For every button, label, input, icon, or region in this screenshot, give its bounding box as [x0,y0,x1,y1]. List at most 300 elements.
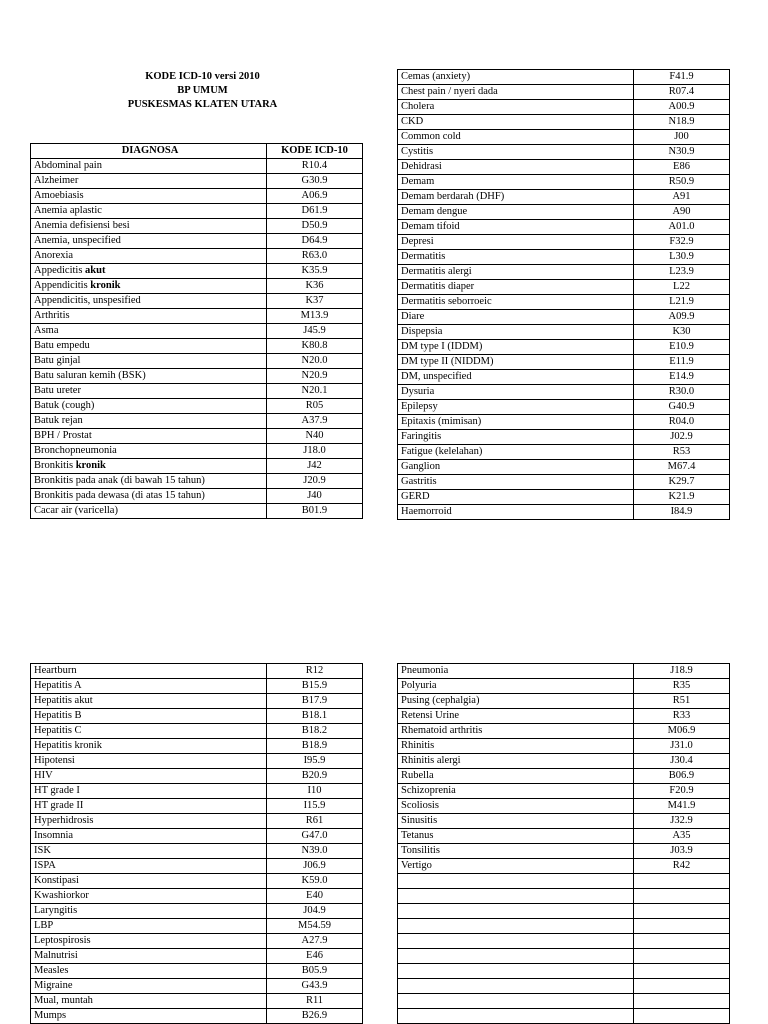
icd-code-cell: K30 [634,325,730,340]
table-row [398,784,730,799]
diagnosis-cell [31,664,267,679]
table-row [31,694,363,709]
icd-code-cell: R42 [634,859,730,874]
diagnosis-name: Demam tifoid [401,221,460,233]
table-row [31,234,363,249]
icd-code-cell: R05 [267,399,363,414]
table-row [31,754,363,769]
table-row [398,724,730,739]
diagnosis-cell [398,874,634,889]
diagnosis-name: Alzheimer [34,175,79,187]
diagnosis-name: Fatigue (kelelahan) [401,446,483,458]
icd-code-cell: N20.0 [267,354,363,369]
diagnosis-name: Batu saluran kemih (BSK) [34,370,146,382]
icd-code-cell: A91 [634,190,730,205]
diagnosis-cell [398,310,634,325]
table-row [398,889,730,904]
diagnosis-name: Amoebiasis [34,190,84,202]
diagnosis-cell [398,679,634,694]
table-row [398,400,730,415]
diagnosis-cell [398,904,634,919]
table-row [398,664,730,679]
icd-code-cell: I10 [267,784,363,799]
icd-code-cell: F32.9 [634,235,730,250]
diagnosis-cell [31,174,267,189]
diagnosis-name: Dysuria [401,386,435,398]
diagnosis-cell [31,279,267,294]
diagnosis-name: Appendicitis, unspesified [34,295,141,307]
diagnosis-name: Heartburn [34,665,77,677]
table-row [31,829,363,844]
table-row [31,204,363,219]
diagnosis-cell [31,459,267,474]
table-row [31,799,363,814]
diagnosis-name: LBP [34,920,54,932]
diagnosis-cell [398,934,634,949]
diagnosis-name: HT grade II [34,800,84,812]
table-row [31,294,363,309]
icd-code-cell: L22 [634,280,730,295]
diagnosis-name: Faringitis [401,431,442,443]
icd-code-cell: J31.0 [634,739,730,754]
icd-code-cell: M06.9 [634,724,730,739]
table-row [398,70,730,85]
diagnosis-cell [31,399,267,414]
icd-code-cell: A01.0 [634,220,730,235]
diagnosis-cell [31,844,267,859]
diagnosis-cell [398,430,634,445]
table-row [31,679,363,694]
diagnosis-name: Gastritis [401,476,437,488]
icd-code-cell: J42 [267,459,363,474]
diagnosis-name: Dermatitis seborroeic [401,296,492,308]
icd-code-cell: J18.0 [267,444,363,459]
diagnosis-cell [398,724,634,739]
diagnosis-name: Rhinitis alergi [401,755,461,767]
icd-code-cell: L23.9 [634,265,730,280]
icd-code-cell: R61 [267,814,363,829]
diagnosis-cell [398,1009,634,1024]
diagnosis-cell [398,784,634,799]
diagnosis-name: Hepatitis C [34,725,82,737]
icd-code-cell: N40 [267,429,363,444]
diagnosis-cell [31,889,267,904]
icd-code-cell: J04.9 [267,904,363,919]
table-row [31,384,363,399]
table-row [31,724,363,739]
table-row [398,460,730,475]
table-row [398,175,730,190]
diagnosis-cell [398,70,634,85]
diagnosis-cell [31,249,267,264]
table-row [398,430,730,445]
diagnosis-cell [31,444,267,459]
diagnosis-cell [398,280,634,295]
diagnosis-cell [398,175,634,190]
table-row [31,309,363,324]
diagnosis-name: DM type I (IDDM) [401,341,483,353]
icd-code-cell: K36 [267,279,363,294]
icd-code-cell: K35.9 [267,264,363,279]
icd-table-4 [397,663,730,1024]
diagnosis-name: Rhinitis [401,740,435,752]
icd-code-cell: J30.4 [634,754,730,769]
icd-code-cell [634,1009,730,1024]
table-row [31,339,363,354]
diagnosis-name: Dispepsia [401,326,443,338]
diagnosis-cell [31,679,267,694]
diagnosis-cell [31,339,267,354]
table-row [398,934,730,949]
icd-code-cell: J18.9 [634,664,730,679]
diagnosis-name: Hipotensi [34,755,75,767]
diagnosis-name: Leptospirosis [34,935,91,947]
icd-code-cell: J00 [634,130,730,145]
document-header [30,70,375,112]
diagnosis-name: ISPA [34,860,56,872]
table-row [398,859,730,874]
table-row [31,889,363,904]
icd-code-cell: A09.9 [634,310,730,325]
icd-code-cell: D64.9 [267,234,363,249]
icd-code-cell: G43.9 [267,979,363,994]
diagnosis-name: Demam [401,176,435,188]
diagnosis-cell [398,859,634,874]
table-row [31,709,363,724]
diagnosis-name: Tetanus [401,830,434,842]
icd-code-cell: A27.9 [267,934,363,949]
table-row [398,100,730,115]
diagnosis-name: Cholera [401,101,435,113]
diagnosis-name: Epilepsy [401,401,438,413]
diagnosis-name: Insomnia [34,830,74,842]
diagnosis-name: Konstipasi [34,875,79,887]
icd-code-cell: K29.7 [634,475,730,490]
table-row [398,919,730,934]
diagnosis-name: Anemia, unspecified [34,235,121,247]
diagnosis-cell [398,415,634,430]
table-row [31,739,363,754]
diagnosis-cell [398,919,634,934]
diagnosis-name: Cemas (anxiety) [401,71,471,83]
icd-code-cell: J03.9 [634,844,730,859]
table-row [31,769,363,784]
diagnosis-cell [31,784,267,799]
table-row [31,159,363,174]
icd-code-cell: M13.9 [267,309,363,324]
icd-code-cell: K59.0 [267,874,363,889]
diagnosis-cell [31,369,267,384]
table-row [398,235,730,250]
diagnosis-name: DM, unspecified [401,371,472,383]
table-row [31,489,363,504]
diagnosis-cell [398,949,634,964]
diagnosis-name: Batu empedu [34,340,90,352]
icd-table-2 [397,69,730,520]
diagnosis-cell [31,964,267,979]
icd-code-cell: G47.0 [267,829,363,844]
icd-code-cell: R35 [634,679,730,694]
diagnosis-cell [31,504,267,519]
diagnosis-cell [398,709,634,724]
diagnosis-name: Vertigo [401,860,432,872]
icd-code-cell [634,979,730,994]
icd-code-cell: A35 [634,829,730,844]
diagnosis-cell [31,814,267,829]
icd-code-cell: B06.9 [634,769,730,784]
diagnosis-cell [31,159,267,174]
diagnosis-name: Appendicitis [34,280,91,292]
diagnosis-name: Asma [34,325,59,337]
table-row [398,340,730,355]
table-row [398,904,730,919]
diagnosis-cell [31,309,267,324]
diagnosis-name: Hepatitis akut [34,695,93,707]
table-row [398,874,730,889]
icd-code-cell: E11.9 [634,355,730,370]
diagnosis-name: Chest pain / nyeri dada [401,86,498,98]
diagnosis-name: ISK [34,845,51,857]
table-row [31,994,363,1009]
diagnosis-cell [398,994,634,1009]
diagnosis-cell [398,145,634,160]
table-row [31,874,363,889]
diagnosis-name: Abdominal pain [34,160,102,172]
diagnosis-name: Arthritis [34,310,70,322]
icd-code-cell: K37 [267,294,363,309]
icd-table-1 [30,143,363,519]
diagnosis-cell [31,994,267,1009]
table-row [31,369,363,384]
diagnosis-cell [398,889,634,904]
icd-code-cell: D61.9 [267,204,363,219]
table-row [398,205,730,220]
diagnosis-name: Diare [401,311,425,323]
icd-code-cell: F41.9 [634,70,730,85]
diagnosis-cell [398,370,634,385]
table-row [31,264,363,279]
table-row [31,444,363,459]
diagnosis-cell [398,385,634,400]
diagnosis-name: Ganglion [401,461,441,473]
table-row [398,445,730,460]
diagnosis-name: Haemorroid [401,506,452,518]
diagnosis-name: Batuk (cough) [34,400,95,412]
icd-code-cell: N30.9 [634,145,730,160]
diagnosis-name: BPH / Prostat [34,430,92,442]
diagnosis-cell [31,709,267,724]
diagnosis-name: HT grade I [34,785,80,797]
table-row [31,174,363,189]
table-row [31,474,363,489]
table-row [31,904,363,919]
icd-code-cell: G40.9 [634,400,730,415]
table-row [398,679,730,694]
diagnosis-cell [398,295,634,310]
diagnosis-cell [398,505,634,520]
table-row [398,310,730,325]
diagnosis-cell [398,85,634,100]
diagnosis-cell [398,445,634,460]
table-row [398,250,730,265]
table-row [31,664,363,679]
icd-code-cell: B18.2 [267,724,363,739]
icd-code-cell: A90 [634,205,730,220]
diagnosis-cell [31,414,267,429]
diagnosis-name: Dermatitis [401,251,446,263]
icd-code-cell: R11 [267,994,363,1009]
diagnosis-cell [31,354,267,369]
diagnosis-cell [398,250,634,265]
diagnosis-cell [398,340,634,355]
diagnosis-name: Cacar air (varicella) [34,505,118,517]
table-row [31,459,363,474]
diagnosis-name: Batu ureter [34,385,81,397]
diagnosis-name: Polyuria [401,680,437,692]
diagnosis-qualifier: kronik [90,280,121,292]
table-row [31,429,363,444]
icd-code-cell: I15.9 [267,799,363,814]
icd-code-cell: E46 [267,949,363,964]
table-row [398,475,730,490]
icd-code-cell: M41.9 [634,799,730,814]
table-row [398,490,730,505]
diagnosis-name: HIV [34,770,53,782]
table-row [398,190,730,205]
diagnosis-cell [398,694,634,709]
icd-code-cell: F20.9 [634,784,730,799]
icd-code-cell: J06.9 [267,859,363,874]
diagnosis-cell [31,769,267,784]
diagnosis-cell [31,489,267,504]
diagnosis-cell [31,264,267,279]
diagnosis-name: Hepatitis A [34,680,82,692]
icd-code-cell: B17.9 [267,694,363,709]
icd-code-cell [634,919,730,934]
diagnosis-cell [398,400,634,415]
table-row [398,370,730,385]
table-row [398,949,730,964]
table-row [31,504,363,519]
table-row [31,1009,363,1024]
diagnosis-cell [398,100,634,115]
icd-code-cell: J02.9 [634,430,730,445]
table-row [31,979,363,994]
icd-code-cell: B26.9 [267,1009,363,1024]
diagnosis-cell [398,964,634,979]
diagnosis-cell [31,384,267,399]
icd-code-cell: K80.8 [267,339,363,354]
diagnosis-cell [31,799,267,814]
table-row [398,709,730,724]
diagnosis-name: Mual, muntah [34,995,93,1007]
icd-table-3 [30,663,363,1024]
diagnosis-name: Appedicitis [34,265,86,277]
table-row [31,784,363,799]
table-row [398,964,730,979]
icd-code-cell: R53 [634,445,730,460]
diagnosis-name: Dehidrasi [401,161,442,173]
icd-code-cell: L21.9 [634,295,730,310]
icd-code-cell: B18.9 [267,739,363,754]
diagnosis-name: Dermatitis diaper [401,281,475,293]
diagnosis-name: Rhematoid arthritis [401,725,483,737]
table-row [31,814,363,829]
icd-code-cell: R12 [267,664,363,679]
icd-code-cell: M54.59 [267,919,363,934]
table-row [398,979,730,994]
table-row [398,160,730,175]
diagnosis-name: Rubella [401,770,434,782]
table-row [398,844,730,859]
diagnosis-cell [31,979,267,994]
diagnosis-cell [398,799,634,814]
header-institution: PUSKESMAS KLATEN UTARA [127,99,278,110]
diagnosis-name: Hepatitis kronik [34,740,102,752]
icd-code-cell: A37.9 [267,414,363,429]
diagnosis-name: Epitaxis (mimisan) [401,416,482,428]
diagnosis-cell [398,979,634,994]
diagnosis-name: Pneumonia [401,665,449,677]
diagnosis-name: Demam berdarah (DHF) [401,191,505,203]
diagnosis-cell [31,474,267,489]
diagnosis-cell [31,949,267,964]
table-row [398,739,730,754]
icd-code-cell [634,949,730,964]
diagnosis-cell [31,829,267,844]
icd-code-cell: L30.9 [634,250,730,265]
diagnosis-cell [398,130,634,145]
diagnosis-cell [398,355,634,370]
diagnosis-name: Hyperhidrosis [34,815,94,827]
icd-code-cell: D50.9 [267,219,363,234]
diagnosis-cell [398,325,634,340]
diagnosis-name: Batu ginjal [34,355,81,367]
table-row [398,829,730,844]
icd-code-cell: J45.9 [267,324,363,339]
table-row [398,85,730,100]
icd-code-cell: J20.9 [267,474,363,489]
table-row [398,799,730,814]
diagnosis-name: CKD [401,116,424,128]
diagnosis-cell [398,160,634,175]
diagnosis-name: Dermatitis alergi [401,266,472,278]
diagnosis-cell [398,844,634,859]
table-row [31,219,363,234]
diagnosis-cell [31,859,267,874]
table-row [31,934,363,949]
icd-code-cell: N20.1 [267,384,363,399]
icd-code-cell: E14.9 [634,370,730,385]
icd-code-cell: J32.9 [634,814,730,829]
diagnosis-name: Common cold [401,131,461,143]
icd-code-cell: G30.9 [267,174,363,189]
diagnosis-name: Mumps [34,1010,67,1022]
table-row [31,249,363,264]
table-row [398,415,730,430]
diagnosis-cell [31,694,267,709]
diagnosis-name: Kwashiorkor [34,890,89,902]
diagnosis-name: Anorexia [34,250,74,262]
table-row [398,505,730,520]
column-header-diagnosa: DIAGNOSA [31,144,267,159]
diagnosis-cell [31,324,267,339]
diagnosis-cell [31,234,267,249]
diagnosis-name: Anemia defisiensi besi [34,220,130,232]
diagnosis-name: Retensi Urine [401,710,460,722]
icd-code-cell: E10.9 [634,340,730,355]
table-row [398,355,730,370]
